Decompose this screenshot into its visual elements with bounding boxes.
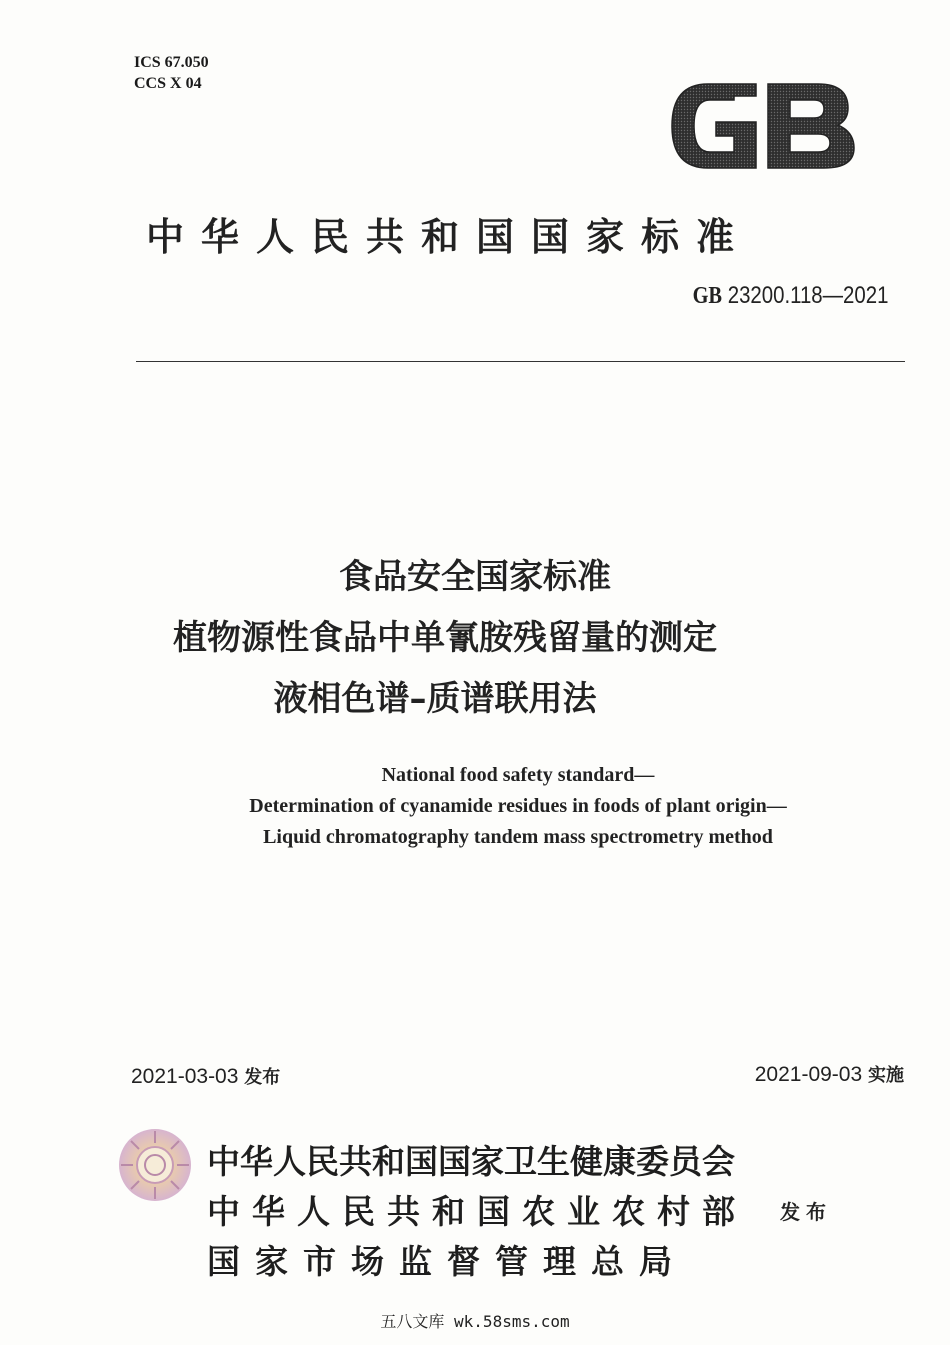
- issue-date-block: [131, 1063, 280, 1089]
- footer-watermark: [0, 1309, 950, 1332]
- emblem-icon: [117, 1127, 193, 1203]
- logo-letter-g: [672, 84, 756, 168]
- header-divider: [136, 361, 905, 362]
- title-en-line1: National food safety standard—: [381, 764, 655, 786]
- standard-prefix: GB: [692, 283, 722, 309]
- issuer-line1: 中华人民共和国国家卫生健康委员会: [207, 1142, 735, 1181]
- effective-date: 2021-09-03: [754, 1063, 863, 1086]
- issue-date: 2021-03-03: [131, 1065, 239, 1088]
- issue-label: 发布: [244, 1067, 281, 1088]
- ccs-code: CCS X 04: [134, 75, 202, 92]
- title-en-line3: Liquid chromatography tandem mass spectrometry method: [263, 826, 773, 848]
- issuers-action: 发布: [780, 1200, 832, 1224]
- effective-label: 实施: [868, 1065, 904, 1086]
- standard-number: [692, 282, 888, 310]
- issuer-line3: 国家市场监督管理总局: [207, 1242, 687, 1281]
- issuer-line2: 中华人民共和国农业农村部: [207, 1192, 747, 1231]
- title-cn-line2: 植物源性食品中单氰胺残留量的测定: [173, 618, 717, 658]
- logo-letter-b: [768, 84, 854, 168]
- classification-codes: [134, 52, 209, 94]
- effective-date-block: [755, 1061, 904, 1087]
- footer-site-url: wk.58sms.com: [454, 1312, 570, 1331]
- title-cn-line1: 食品安全国家标准: [339, 557, 611, 597]
- gb-logo: [668, 78, 858, 174]
- standard-type-title: 中华人民共和国国家标准: [146, 215, 752, 259]
- footer-site-name: 五八文库: [380, 1312, 445, 1331]
- title-en-line2: Determination of cyanamide residues in foods of plant origin—: [249, 795, 787, 817]
- title-cn-line3: 液相色谱–质谱联用法: [273, 679, 597, 719]
- standard-number-value: 23200.118—2021: [727, 282, 888, 309]
- ics-code: ICS 67.050: [134, 54, 209, 71]
